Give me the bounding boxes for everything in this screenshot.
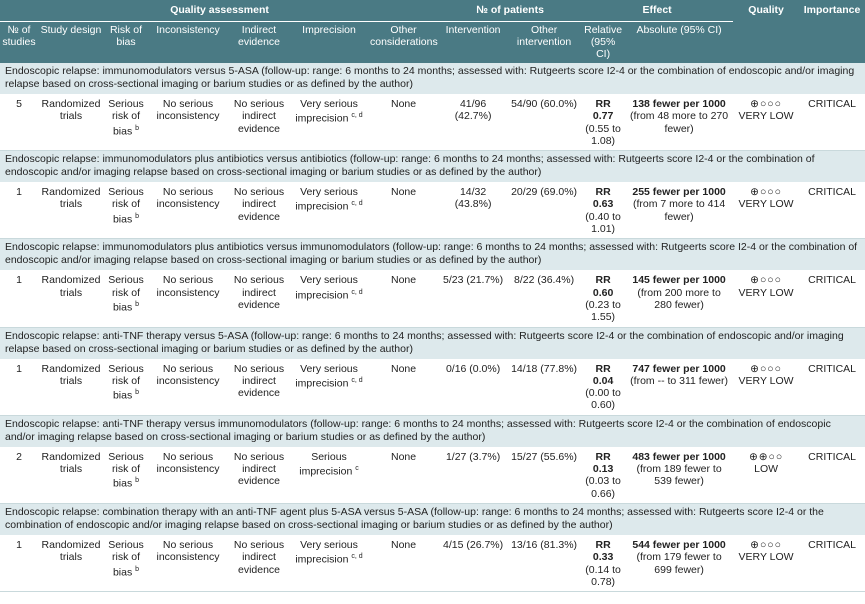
relative-ci: (0.23 to 1.55) [585,298,621,324]
imprecision-cell [290,270,368,327]
importance-cell: CRITICAL [799,359,865,416]
study-design-cell: Randomized trials [38,447,104,504]
num-studies-cell: 1 [0,182,38,239]
table-header [0,0,865,63]
header-study-design: Study design [38,22,104,64]
relative-risk: RR 0.04 [592,362,614,387]
risk-of-bias-text: Serious risk of bias [108,98,144,138]
other-intervention-cell: 54/90 (60.0%) [507,94,581,151]
absolute-effect-cell [625,270,733,327]
indirect-evidence-cell: No serious indirect evidence [228,359,290,416]
other-considerations-cell: None [368,182,439,239]
absolute-ci: (from -- to 311 fewer) [630,374,728,387]
absolute-effect-cell [625,94,733,151]
outcome-title: Endoscopic relapse: immunomodulators plus antibiotics versus antibiotics (follow-up: range: 6 months to 24 months; assessed with: Rutgeerts score I2-4 or the combination of endoscopic and/or imaging relapse based on cross-sectional imaging or barium studies or as defined by the author) [0,151,865,183]
imprecision-cell [290,359,368,416]
footnote-marker: c, d [351,553,363,561]
footnote-marker: b [135,565,140,573]
footnote-marker: b [135,212,140,220]
header-quality: Quality [733,0,799,63]
absolute-ci: (from 200 more to 280 fewer) [637,286,721,311]
header-absolute: Absolute (95% CI) [625,22,733,64]
relative-effect-cell [581,447,625,504]
risk-of-bias-cell [104,182,148,239]
absolute-ci: (from 189 fewer to 539 fewer) [636,463,722,488]
absolute-effect: 483 fewer per 1000 [632,450,726,463]
quality-cell [733,182,799,239]
imprecision-text: Very serious imprecision [295,362,358,390]
risk-of-bias-cell [104,359,148,416]
relative-effect-cell [581,359,625,416]
relative-effect-cell [581,182,625,239]
risk-of-bias-cell [104,447,148,504]
outcome-title-row [0,239,865,271]
relative-ci: (0.55 to 1.08) [585,122,621,147]
absolute-effect-cell [625,182,733,239]
relative-risk: RR 0.77 [592,98,614,123]
risk-of-bias-cell [104,270,148,327]
table-row [0,535,865,592]
num-studies-cell: 1 [0,535,38,592]
absolute-effect-cell [625,359,733,416]
other-intervention-cell: 8/22 (36.4%) [507,270,581,327]
certainty-rating-icon: ⊕○○○ [750,538,782,551]
footnote-marker: c, d [351,112,363,120]
certainty-label: VERY LOW [738,374,794,387]
certainty-label: VERY LOW [738,110,794,123]
absolute-effect: 747 fewer per 1000 [632,362,726,375]
quality-cell [733,535,799,592]
study-design-cell: Randomized trials [38,182,104,239]
header-indirect-evidence: Indirect evidence [228,22,290,64]
outcome-title: Endoscopic relapse: immunomodulators plus antibiotics versus immunomodulators (follow-up: range: 6 months to 24 months; assessed with: Rutgeerts score I2-4 or the combination of endoscopic and/or imaging relapse based on cross-sectional imaging or barium studies or as defined by the author) [0,239,865,271]
absolute-effect: 145 fewer per 1000 [632,274,726,287]
table-row [0,182,865,239]
certainty-label: VERY LOW [738,551,794,564]
outcome-title: Endoscopic relapse: anti-TNF therapy versus immunomodulators (follow-up: range: 6 months to 24 months; assessed with: Rutgeerts score I2-4 or the combination of endoscopic and/or imaging relapse based on cross-sectional imaging or barium studies or as defined by the author) [0,415,865,447]
indirect-evidence-cell: No serious indirect evidence [228,94,290,151]
table-row [0,359,865,416]
relative-ci: (0.00 to 0.60) [585,387,621,412]
header-risk-of-bias: Risk of bias [104,22,148,64]
imprecision-cell [290,447,368,504]
inconsistency-cell: No serious inconsistency [148,447,228,504]
study-design-cell: Randomized trials [38,270,104,327]
importance-cell: CRITICAL [799,182,865,239]
other-considerations-cell: None [368,447,439,504]
absolute-effect-cell [625,447,733,504]
importance-cell: CRITICAL [799,270,865,327]
absolute-ci: (from 48 more to 270 fewer) [630,110,729,135]
footnote-marker: c [355,465,359,473]
quality-cell [733,359,799,416]
certainty-label: VERY LOW [738,198,794,211]
study-design-cell: Randomized trials [38,535,104,592]
imprecision-text: Very serious imprecision [295,274,358,302]
quality-cell [733,270,799,327]
footnote-marker: b [135,389,140,397]
relative-risk: RR 0.13 [592,450,614,476]
header-other-intervention: Other intervention [507,22,581,64]
outcome-title-row [0,151,865,183]
header-num-studies: № of studies [0,22,38,64]
outcome-title-row [0,415,865,447]
outcome-title: Endoscopic relapse: immunomodulators versus 5-ASA (follow-up: range: 6 months to 24 months; assessed with: Rutgeerts score I2-4 or the combination of endoscopic and/or imaging relapse based on cross-sectional imaging or barium studies or as defined by the author) [0,63,865,94]
footnote-marker: c, d [351,288,363,296]
header-inconsistency: Inconsistency [148,22,228,64]
other-intervention-cell: 14/18 (77.8%) [507,359,581,416]
num-studies-cell: 1 [0,270,38,327]
other-intervention-cell: 15/27 (55.6%) [507,447,581,504]
intervention-cell: 41/96 (42.7%) [439,94,507,151]
risk-of-bias-text: Serious risk of bias [108,274,144,314]
header-other-considerations: Other considerations [368,22,439,64]
imprecision-text: Very serious imprecision [295,538,358,566]
certainty-rating-icon: ⊕○○○ [750,274,782,287]
relative-risk: RR 0.33 [592,538,614,564]
imprecision-text: Very serious imprecision [295,98,358,125]
certainty-rating-icon: ⊕○○○ [750,98,782,110]
certainty-rating-icon: ⊕○○○ [750,186,782,199]
outcome-title-row [0,327,865,359]
other-considerations-cell: None [368,270,439,327]
header-intervention: Intervention [439,22,507,64]
table-row [0,94,865,151]
relative-risk: RR 0.60 [592,274,614,299]
outcome-title: Endoscopic relapse: anti-TNF therapy versus 5-ASA (follow-up: range: 6 months to 24 months; assessed with: Rutgeerts score I2-4 or the combination of endoscopic and/or imaging relapse based on cross-sectional imaging or barium studies or as defined by the author) [0,327,865,359]
other-considerations-cell: None [368,535,439,592]
inconsistency-cell: No serious inconsistency [148,535,228,592]
footnote-marker: c, d [351,376,363,384]
absolute-effect: 138 fewer per 1000 [632,98,726,110]
risk-of-bias-text: Serious risk of bias [108,538,144,579]
num-studies-cell: 5 [0,94,38,151]
num-studies-cell: 2 [0,447,38,504]
relative-effect-cell [581,535,625,592]
risk-of-bias-cell [104,94,148,151]
risk-of-bias-text: Serious risk of bias [108,362,144,402]
indirect-evidence-cell: No serious indirect evidence [228,182,290,239]
inconsistency-cell: No serious inconsistency [148,359,228,416]
relative-ci: (0.14 to 0.78) [585,563,621,588]
imprecision-text: Very serious imprecision [295,186,358,213]
footnote-marker: b [135,477,140,485]
absolute-effect-cell [625,535,733,592]
risk-of-bias-cell [104,535,148,592]
outcome-title-row [0,503,865,535]
intervention-cell: 4/15 (26.7%) [439,535,507,592]
intervention-cell: 0/16 (0.0%) [439,359,507,416]
importance-cell: CRITICAL [799,535,865,592]
quality-cell [733,94,799,151]
relative-effect-cell [581,270,625,327]
other-considerations-cell: None [368,359,439,416]
certainty-label: VERY LOW [738,286,794,299]
absolute-ci: (from 179 fewer to 699 fewer) [636,551,722,576]
header-imprecision: Imprecision [290,22,368,64]
relative-ci: (0.40 to 1.01) [585,210,621,236]
imprecision-cell [290,182,368,239]
intervention-cell: 14/32 (43.8%) [439,182,507,239]
inconsistency-cell: No serious inconsistency [148,182,228,239]
header-importance: Importance [799,0,865,63]
quality-cell [733,447,799,504]
importance-cell: CRITICAL [799,447,865,504]
absolute-effect: 255 fewer per 1000 [632,186,726,199]
certainty-rating-icon: ⊕⊕○○ [748,450,784,463]
table-body [0,63,865,592]
header-quality-assessment: Quality assessment [0,0,439,22]
header-effect: Effect [581,0,733,22]
absolute-ci: (from 7 more to 414 fewer) [632,198,726,223]
num-studies-cell: 1 [0,359,38,416]
intervention-cell: 5/23 (21.7%) [439,270,507,327]
relative-risk: RR 0.63 [592,186,614,211]
footnote-marker: b [135,300,140,308]
imprecision-cell [290,94,368,151]
outcome-title: Endoscopic relapse: combination therapy with an anti-TNF agent plus 5-ASA versus 5-ASA (follow-up: range: 6 months to 24 months; assessed with: Rutgeerts score I2-4 or the combination of endoscopic and/or imaging relapse based on cross-sectional imaging or barium studies or as defined by the author) [0,503,865,535]
risk-of-bias-text: Serious risk of bias [108,186,144,226]
other-intervention-cell: 13/16 (81.3%) [507,535,581,592]
certainty-label: LOW [754,463,779,476]
intervention-cell: 1/27 (3.7%) [439,447,507,504]
indirect-evidence-cell: No serious indirect evidence [228,535,290,592]
other-considerations-cell: None [368,94,439,151]
importance-cell: CRITICAL [799,94,865,151]
absolute-effect: 544 fewer per 1000 [632,538,726,551]
inconsistency-cell: No serious inconsistency [148,94,228,151]
footnote-marker: b [135,124,140,132]
risk-of-bias-text: Serious risk of bias [108,450,144,490]
imprecision-text: Serious imprecision [299,450,353,478]
study-design-cell: Randomized trials [38,94,104,151]
header-patients: № of patients [439,0,581,22]
table-row [0,447,865,504]
relative-ci: (0.03 to 0.66) [585,475,621,500]
footnote-marker: c, d [351,200,363,208]
certainty-rating-icon: ⊕○○○ [750,362,782,375]
outcome-title-row [0,63,865,94]
imprecision-cell [290,535,368,592]
relative-effect-cell [581,94,625,151]
header-relative: Relative (95% CI) [581,22,625,64]
indirect-evidence-cell: No serious indirect evidence [228,270,290,327]
study-design-cell: Randomized trials [38,359,104,416]
indirect-evidence-cell: No serious indirect evidence [228,447,290,504]
inconsistency-cell: No serious inconsistency [148,270,228,327]
other-intervention-cell: 20/29 (69.0%) [507,182,581,239]
table-row [0,270,865,327]
